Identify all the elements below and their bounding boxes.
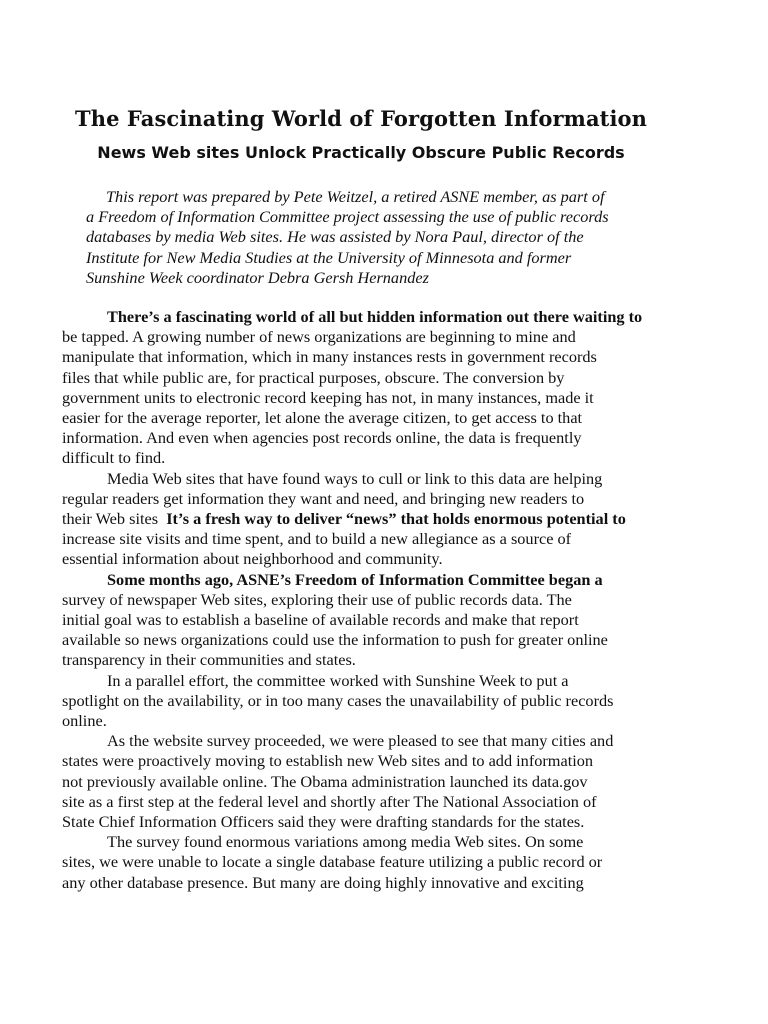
paragraph-3-line: survey of newspaper Web sites, exploring their use of public records data. The: [62, 589, 572, 609]
paragraph-1-line: manipulate that information, which in many instances rests in government records: [62, 347, 597, 367]
intro-line: databases by media Web sites. He was assisted by Nora Paul, director of the: [86, 227, 584, 247]
paragraph-3-lead: Some months ago, ASNE’s Freedom of Information Committee began a: [107, 569, 603, 589]
paragraph-2-line: increase site visits and time spent, and to build a new allegiance as a source of: [62, 529, 572, 549]
paragraph-1-line: information. And even when agencies post records online, the data is frequently: [62, 428, 582, 448]
paragraph-5-line: not previously available online. The Obama administration launched its data.gov: [62, 771, 588, 791]
paragraph-4-line: spotlight on the availability, or in too many cases the unavailability of public records: [62, 690, 614, 710]
paragraph-1-line: government units to electronic record keeping has not, in many instances, made it: [62, 387, 594, 407]
paragraph-5-line: states were proactively moving to establish new Web sites and to add information: [62, 751, 594, 771]
paragraph-1-line: [62, 307, 712, 327]
intro-line: Sunshine Week coordinator Debra Gersh Hernandez: [86, 267, 429, 287]
paragraph-2-bold: It’s a fresh way to deliver “news” that holds enormous potential to: [166, 509, 626, 529]
paragraph-2-line: [62, 509, 712, 529]
paragraph-1-line: easier for the average reporter, let alone the average citizen, to get access to that: [62, 408, 583, 428]
paragraph-3-line: transparency in their communities and states.: [62, 650, 356, 670]
paragraph-4-line: In a parallel effort, the committee worked with Sunshine Week to put a: [107, 670, 569, 690]
paragraph-5-line: As the website survey proceeded, we were pleased to see that many cities and: [107, 731, 614, 751]
paragraph-5-line: State Chief Information Officers said they were drafting standards for the states.: [62, 812, 585, 832]
paragraph-6-line: sites, we were unable to locate a single database feature utilizing a public record or: [62, 852, 603, 872]
paragraph-3-line: available so news organizations could use the information to push for greater online: [62, 630, 608, 650]
paragraph-1-line: files that while public are, for practical purposes, obscure. The conversion by: [62, 367, 565, 387]
paragraph-6-line: any other database presence. But many are doing highly innovative and exciting: [62, 872, 584, 892]
body-text: [62, 307, 712, 893]
paragraph-1-line: difficult to find.: [62, 448, 166, 468]
paragraph-4-line: online.: [62, 711, 107, 731]
intro-line: a Freedom of Information Committee project assessing the use of public records: [86, 207, 609, 227]
document-title: The Fascinating World of Forgotten Information: [74, 106, 648, 131]
paragraph-1-line: be tapped. A growing number of news organizations are beginning to mine and: [62, 327, 576, 347]
paragraph-3-line: [62, 570, 712, 590]
paragraph-2-line: essential information about neighborhood and community.: [62, 549, 443, 569]
intro-line: Institute for New Media Studies at the University of Minnesota and former: [86, 247, 572, 267]
paragraph-1-lead: There’s a fascinating world of all but hidden information out there waiting to: [107, 307, 643, 326]
paragraph-5-line: site as a first step at the federal level and shortly after The National Association of: [62, 791, 597, 811]
paragraph-2-plain: their Web sites: [62, 509, 167, 529]
document-subtitle: News Web sites Unlock Practically Obscure Public Records: [97, 143, 625, 162]
paragraph-2-line: Media Web sites that have found ways to cull or link to this data are helping: [107, 468, 603, 488]
paragraph-2-line: regular readers get information they want and need, and bringing new readers to: [62, 488, 585, 508]
paragraph-6-line: The survey found enormous variations among media Web sites. On some: [107, 832, 584, 852]
intro-paragraph: [86, 187, 696, 288]
intro-line: This report was prepared by Pete Weitzel, a retired ASNE member, as part of: [106, 187, 605, 206]
paragraph-3-line: initial goal was to establish a baseline of available records and make that report: [62, 610, 579, 630]
